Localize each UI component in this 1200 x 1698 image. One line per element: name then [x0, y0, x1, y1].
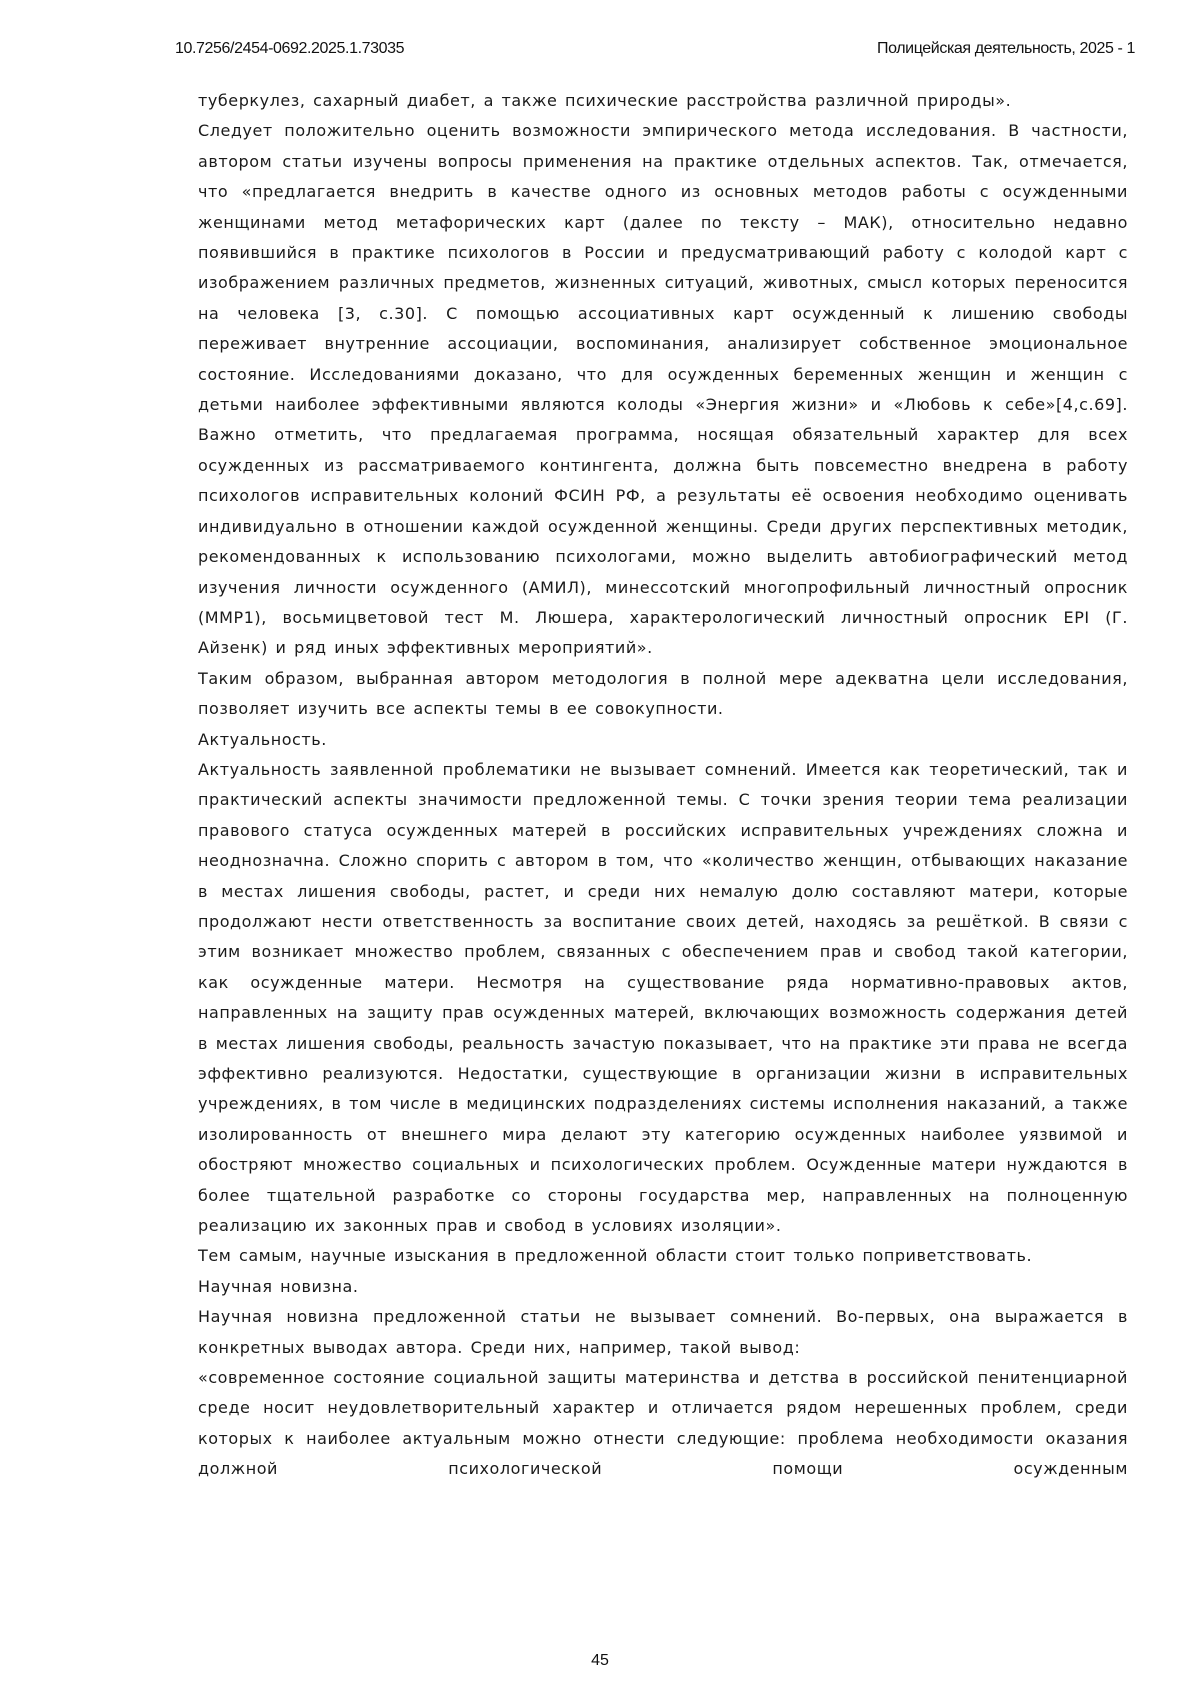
page-number: 45 [591, 1652, 609, 1669]
section-heading-relevance: Актуальность. [198, 729, 327, 749]
paragraph-novelty: Научная новизна предложенной статьи не вызывает сомнений. Во-первых, она выражается в конкретных выводах автора. Среди них, например, такой вывод: [198, 1307, 1128, 1357]
paragraph-quote-ending: туберкулез, сахарный диабет, а также психические расстройства различной природы». [198, 91, 1012, 110]
paragraph-relevance: Актуальность заявленной проблематики не вызывает сомнений. Имеется как теоретический, так и практический аспекты значимости предложенной темы. С точки зрения теории тема реализации правового статуса осужденных матерей в российских исправительных учреждениях сложна и неоднозначна. Сложно спорить с автором в том, что «количество женщин, отбывающих наказание в местах лишения свободы, растет, и среди них немалую долю составляют матери, которые продолжают нести ответственность за воспитание своих детей, находясь за решёткой. В связи с этим возникает множество проблем, связанных с обеспечением прав и свобод такой категории, как осужденные матери. Несмотря на существование ряда нормативно-правовых актов, направленных на защиту прав осужденных матерей, включающих возможность содержания детей в местах лишения свободы, реальность зачастую показывает, что на практике эти права не всегда эффективно реализуются. Недостатки, существующие в организации жизни в исправительных учреждениях, в том числе в медицинских подразделениях системы исполнения наказаний, а также изолированность от внешнего мира делают эту категорию осужденных наиболее уязвимой и обостряют множество социальных и психологических проблем. Осужденные матери нуждаются в более тщательной разработке со стороны государства мер, направленных на полноценную реализацию их законных прав и свобод в условиях изоляции». [198, 759, 1128, 1236]
journal-issue: Полицейская деятельность, 2025 - 1 [877, 40, 1135, 57]
paragraph-methodology: Следует положительно оценить возможности эмпирического метода исследования. В частности, автором статьи изучены вопросы применения на практике отдельных аспектов. Так, отмечается, что «предлагается внедрить в качестве одного из основных методов работы с осужденными женщинами метод метафорических карт (далее по тексту – МАК), относительно недавно появившийся в практике психологов в России и предусматривающий работу с колодой карт с изображением различных предметов, жизненных ситуаций, животных, смысл которых переносится на человека [3, с.30]. С помощью ассоциативных карт осужденный к лишению свободы переживает внутренние ассоциации, воспоминания, анализирует собственное эмоциональное состояние. Исследованиями доказано, что для осужденных беременных женщин и женщин с детьми наиболее эффективными являются колоды «Энергия жизни» и «Любовь к себе»[4,с.69]. Важно отметить, что предлагаемая программа, носящая обязательный характер для всех осужденных из рассматриваемого контингента, должна быть повсеместно внедрена в работу психологов исправительных колоний ФСИН РФ, а результаты её освоения необходимо оценивать индивидуально в отношении каждой осужденной женщины. Среди других перспективных методик, рекомендованных к использованию психологами, можно выделить автобиографический метод изучения личности осужденного (АМИЛ), минессотский многопрофильный личностный опросник (ММР1), восьмицветовой тест М. Люшера, характерологический личностный опросник EPI (Г. Айзенк) и ряд иных эффективных мероприятий». [198, 121, 1128, 658]
paragraph-novelty-quote: «современное состояние социальной защиты материнства и детства в российской пенитенциарной среде носит неудовлетворительный характер и отличается рядом нерешенных проблем, среди которых к наиболее актуальным можно отнести следующие: проблема необходимости оказания должной психологической помощи осужденным [198, 1368, 1128, 1479]
running-header [175, 40, 1135, 60]
article-body [198, 86, 1128, 1485]
article-doi: 10.7256/2454-0692.2025.1.73035 [175, 40, 405, 57]
paragraph-relevance-conclusion: Тем самым, научные изыскания в предложенной области стоит только поприветствовать. [198, 1246, 1033, 1266]
section-heading-novelty: Научная новизна. [198, 1276, 359, 1296]
paragraph-methodology-conclusion: Таким образом, выбранная автором методология в полной мере адекватна цели исследования, позволяет изучить все аспекты темы в ее совокупности. [198, 668, 1128, 719]
